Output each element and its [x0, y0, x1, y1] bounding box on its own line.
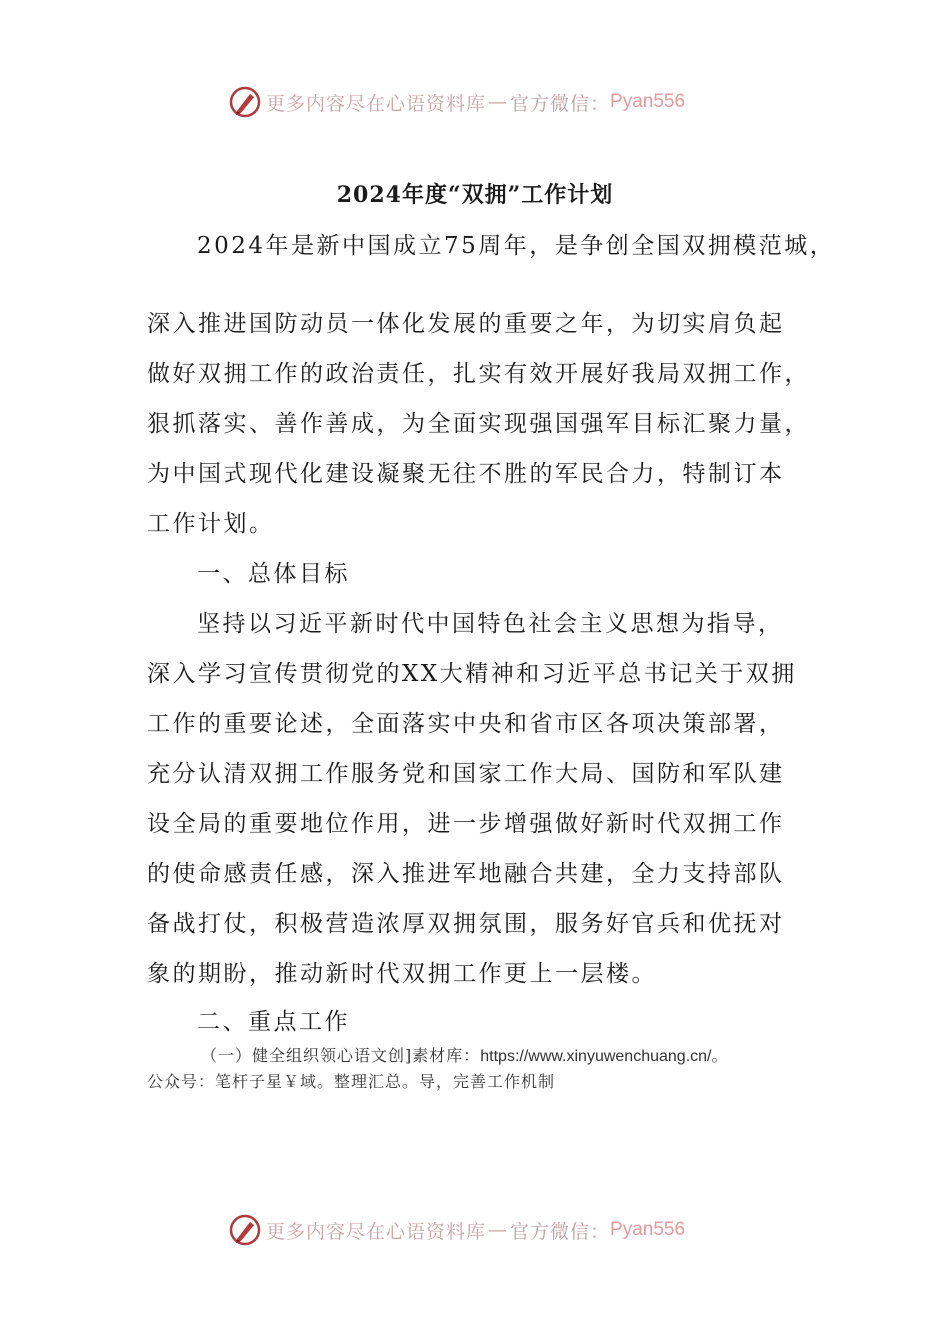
pen-logo-icon	[228, 1213, 262, 1247]
paragraph-line: 备战打仗，积极营造浓厚双拥氛围，服务好官兵和优抚对	[147, 911, 785, 937]
watermark-banner-bottom	[228, 1210, 685, 1250]
watermark-wechat-label: 官方微信：	[510, 92, 611, 115]
subsection-line: 公众号：笔杆子星￥域。整理汇总。导，完善工作机制	[147, 1072, 556, 1091]
pen-logo-icon	[228, 85, 262, 119]
watermark-text: 更多内容尽在心语资料库	[266, 92, 487, 115]
paragraph-line: 的使命感责任感，深入推进军地融合共建，全力支持部队	[147, 861, 785, 887]
paragraph-line: 坚持以习近平新时代中国特色社会主义思想为指导，	[197, 611, 784, 637]
document-title: 2024年度“双拥”工作计划	[336, 182, 614, 208]
watermark-account: Pyan556	[610, 1219, 686, 1240]
paragraph-line: 狠抓落实、善作善成，为全面实现强国强军目标汇聚力量，	[147, 411, 810, 437]
paragraph-line: 2024年是新中国成立75周年，是争创全国双拥模范城，	[197, 233, 836, 259]
watermark-text: 更多内容尽在心语资料库	[266, 1220, 487, 1243]
watermark-account: Pyan556	[610, 91, 686, 112]
watermark-separator: —	[488, 91, 509, 113]
paragraph-line: 做好双拥工作的政治责任，扎实有效开展好我局双拥工作，	[147, 361, 810, 387]
paragraph-line: 工作的重要论述，全面落实中央和省市区各项决策部署，	[147, 711, 785, 737]
paragraph-line: 深入学习宣传贯彻党的XX大精神和习近平总书记关于双拥	[147, 661, 797, 687]
subsection-line	[201, 1043, 729, 1066]
paragraph-line: 深入推进国防动员一体化发展的重要之年，为切实肩负起	[147, 311, 785, 337]
paragraph-line: 象的期盼，推动新时代双拥工作更上一层楼。	[147, 961, 657, 987]
paragraph-line: 工作计划。	[147, 511, 275, 537]
source-url: https://www.xinyuwenchuang.cn/	[480, 1048, 712, 1065]
watermark-banner-top	[228, 82, 685, 122]
watermark-wechat-label: 官方微信：	[510, 1220, 611, 1243]
watermark-separator: —	[488, 1219, 509, 1241]
paragraph-line: 设全局的重要地位作用，进一步增强做好新时代双拥工作	[147, 811, 785, 837]
subsection-end: 。	[711, 1046, 729, 1065]
section-heading: 二、重点工作	[197, 1009, 350, 1035]
paragraph-line: 充分认清双拥工作服务党和国家工作大局、国防和军队建	[147, 761, 785, 787]
paragraph-line: 为中国式现代化建设凝聚无往不胜的军民合力，特制订本	[147, 461, 785, 487]
subsection-text: （一）健全组织领心语文创]素材库：	[201, 1046, 481, 1065]
section-heading: 一、总体目标	[197, 561, 350, 587]
